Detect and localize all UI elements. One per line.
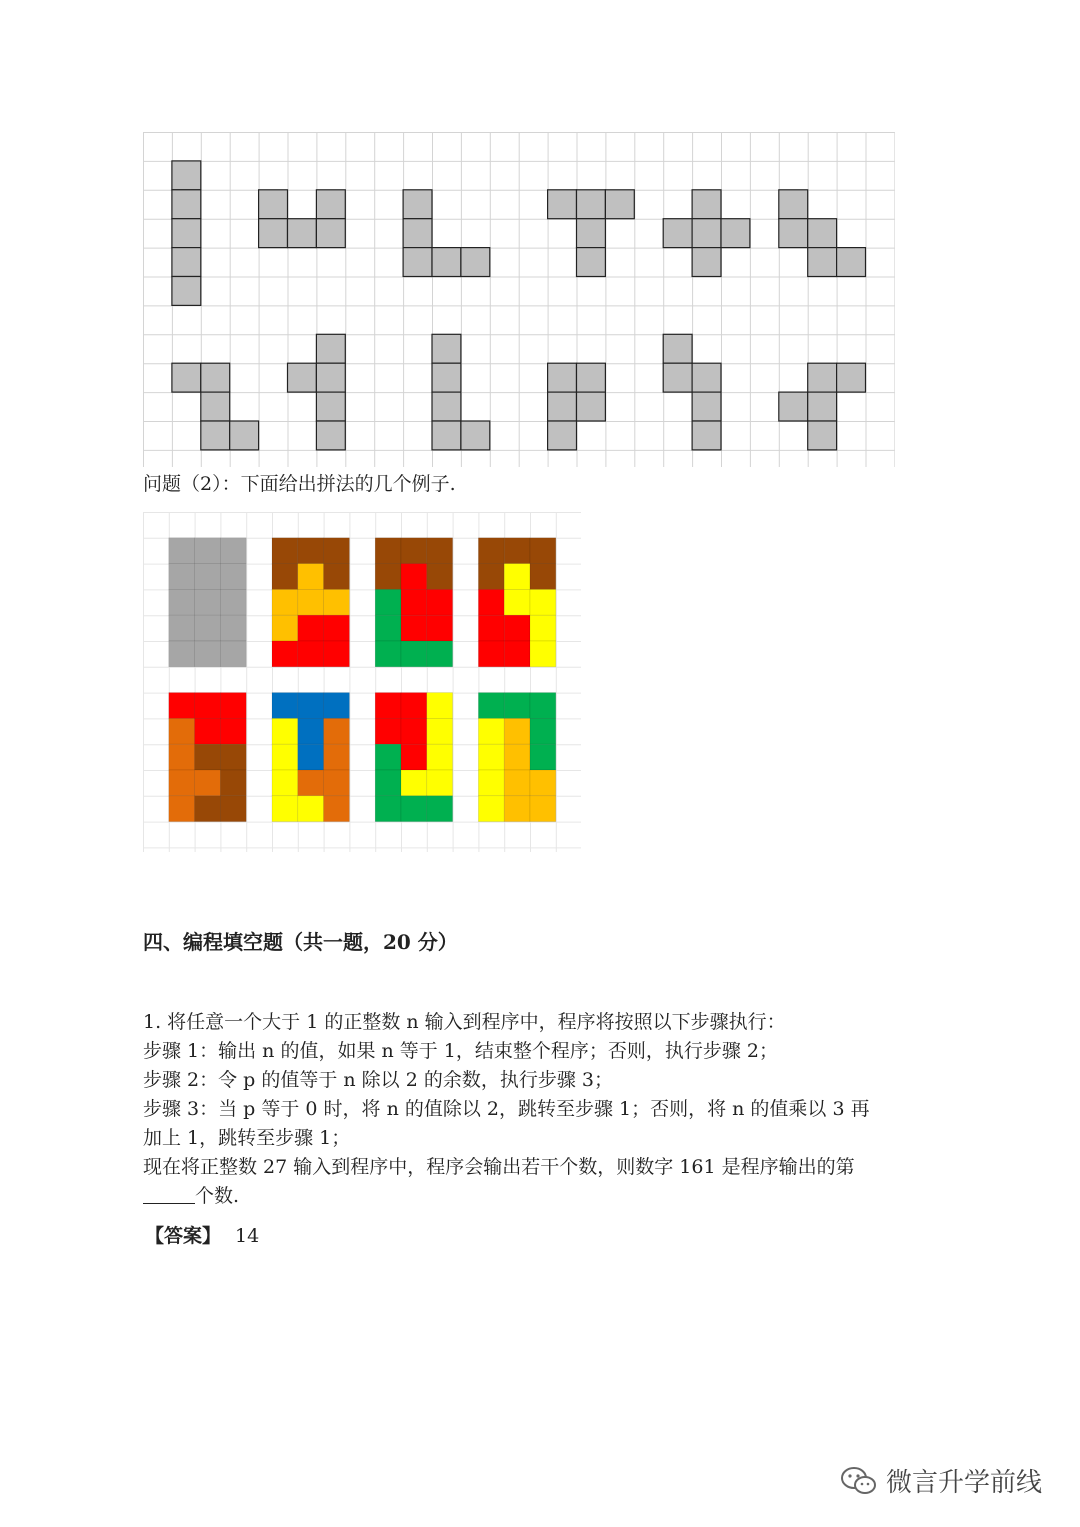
- shape-cell: [837, 363, 866, 392]
- shape-cell: [316, 392, 345, 421]
- board-cell: [324, 589, 350, 615]
- shape-cell: [172, 363, 201, 392]
- board-cell: [298, 564, 324, 590]
- board-cell: [427, 744, 453, 770]
- board-cell: [169, 589, 195, 615]
- board-cell: [401, 564, 427, 590]
- board-cell: [195, 615, 221, 641]
- shape-cell: [288, 219, 317, 248]
- problem-line: 步骤 1：输出 n 的值，如果 n 等于 1，结束整个程序；否则，执行步骤 2；: [143, 1040, 779, 1062]
- pentomino-shape: [432, 334, 490, 450]
- board-cell: [220, 744, 246, 770]
- board-cell: [272, 718, 298, 744]
- shape-cell: [432, 248, 461, 277]
- board-cell: [504, 615, 530, 641]
- board-cell: [220, 693, 246, 719]
- section-title: 四、编程填空题（共一题，20 分）: [143, 930, 458, 954]
- shape-cell: [403, 219, 432, 248]
- problem-text: [143, 1008, 870, 1211]
- shape-cell: [577, 363, 606, 392]
- board-cell: [427, 641, 453, 667]
- board-cell: [401, 744, 427, 770]
- board-cell: [530, 770, 556, 796]
- pentomino-shape: [663, 190, 750, 277]
- shape-cell: [721, 219, 750, 248]
- board-cell: [169, 538, 195, 564]
- pentomino-shape: [259, 190, 346, 248]
- board-cell: [427, 693, 453, 719]
- board-cell: [324, 641, 350, 667]
- board-cell: [504, 718, 530, 744]
- board-cell: [324, 796, 350, 822]
- board-cell: [324, 564, 350, 590]
- board-cell: [401, 718, 427, 744]
- board-cell: [478, 693, 504, 719]
- board-cell: [401, 693, 427, 719]
- shape-cell: [548, 392, 577, 421]
- board-cell: [504, 641, 530, 667]
- board-cell: [169, 641, 195, 667]
- board-cell: [298, 693, 324, 719]
- tiling-board: [478, 693, 555, 822]
- answer-label: 【答案】: [145, 1225, 222, 1247]
- shape-cell: [172, 161, 201, 190]
- board-cell: [272, 770, 298, 796]
- board-cell: [272, 641, 298, 667]
- board-cell: [530, 615, 556, 641]
- shape-cell: [172, 277, 201, 306]
- shape-cell: [577, 392, 606, 421]
- board-cell: [401, 589, 427, 615]
- shape-cell: [201, 421, 230, 450]
- shape-cell: [201, 363, 230, 392]
- board-cell: [195, 770, 221, 796]
- board-cell: [530, 564, 556, 590]
- shape-cell: [663, 334, 692, 363]
- board-cell: [298, 744, 324, 770]
- shape-cell: [577, 190, 606, 219]
- board-cell: [169, 718, 195, 744]
- board-cell: [298, 641, 324, 667]
- board-cell: [272, 589, 298, 615]
- board-cell: [272, 538, 298, 564]
- board-cell: [427, 615, 453, 641]
- board-cell: [298, 770, 324, 796]
- board-cell: [169, 796, 195, 822]
- board-cell: [169, 770, 195, 796]
- board-cell: [272, 693, 298, 719]
- board-cell: [401, 796, 427, 822]
- board-cell: [375, 564, 401, 590]
- board-cell: [504, 538, 530, 564]
- shape-cell: [605, 190, 634, 219]
- board-cell: [169, 564, 195, 590]
- board-cell: [324, 770, 350, 796]
- board-cell: [324, 693, 350, 719]
- answer-value: 14: [235, 1225, 260, 1247]
- shape-cell: [577, 219, 606, 248]
- tiling-board: [169, 693, 246, 822]
- board-cell: [478, 615, 504, 641]
- tiling-board: [375, 693, 452, 822]
- shape-cell: [201, 392, 230, 421]
- pentomino-shape: [403, 190, 490, 277]
- board-cell: [298, 796, 324, 822]
- board-cell: [504, 564, 530, 590]
- problem-line: 1. 将任意一个大于 1 的正整数 n 输入到程序中，程序将按照以下步骤执行：: [143, 1011, 786, 1033]
- shape-cell: [692, 190, 721, 219]
- shape-cell: [316, 190, 345, 219]
- board-cell: [478, 589, 504, 615]
- board-cell: [195, 538, 221, 564]
- board-cell: [220, 796, 246, 822]
- shape-cell: [316, 219, 345, 248]
- shape-cell: [692, 421, 721, 450]
- board-cell: [220, 589, 246, 615]
- board-cell: [427, 564, 453, 590]
- board-cell: [195, 796, 221, 822]
- board-cell: [195, 744, 221, 770]
- shape-cell: [403, 248, 432, 277]
- problem-line-last: [143, 1182, 870, 1211]
- board-cell: [169, 693, 195, 719]
- pentomino-shape: [663, 334, 721, 450]
- shape-cell: [692, 219, 721, 248]
- pentomino-shape: [172, 363, 259, 450]
- tiling-board: [169, 538, 246, 667]
- problem-line: 步骤 3：当 p 等于 0 时，将 n 的值除以 2，跳转至步骤 1；否则，将 n 的值乘以 3 再: [143, 1098, 870, 1120]
- board-cell: [401, 538, 427, 564]
- board-cell: [220, 770, 246, 796]
- board-cell: [298, 538, 324, 564]
- pentomino-shape: [548, 363, 606, 450]
- shape-cell: [779, 219, 808, 248]
- board-cell: [272, 796, 298, 822]
- shape-cell: [432, 392, 461, 421]
- shape-cell: [548, 190, 577, 219]
- pentomino-shape: [548, 190, 635, 277]
- board-cell: [530, 693, 556, 719]
- board-cell: [220, 615, 246, 641]
- board-cell: [324, 538, 350, 564]
- shape-cell: [808, 248, 837, 277]
- pentomino-shape: [779, 363, 866, 450]
- shape-cell: [172, 248, 201, 277]
- board-cell: [401, 770, 427, 796]
- tiling-board: [272, 693, 349, 822]
- board-cell: [504, 796, 530, 822]
- shape-cell: [316, 363, 345, 392]
- shape-cell: [172, 190, 201, 219]
- board-cell: [375, 615, 401, 641]
- board-cell: [220, 538, 246, 564]
- shape-cell: [288, 363, 317, 392]
- shape-cell: [230, 421, 259, 450]
- board-cell: [478, 770, 504, 796]
- board-cell: [530, 589, 556, 615]
- shape-cell: [808, 219, 837, 248]
- shape-cell: [663, 219, 692, 248]
- board-cell: [272, 744, 298, 770]
- shape-cell: [548, 363, 577, 392]
- board-cell: [478, 744, 504, 770]
- shape-cell: [461, 248, 490, 277]
- board-cell: [195, 564, 221, 590]
- watermark-text: 微言升学前线: [886, 1468, 1043, 1498]
- board-cell: [478, 641, 504, 667]
- board-cell: [375, 538, 401, 564]
- shape-cell: [403, 190, 432, 219]
- board-cell: [478, 796, 504, 822]
- board-cell: [401, 615, 427, 641]
- shape-cell: [461, 421, 490, 450]
- board-cell: [375, 718, 401, 744]
- shape-cell: [432, 421, 461, 450]
- board-cell: [427, 538, 453, 564]
- board-cell: [272, 564, 298, 590]
- board-cell: [427, 718, 453, 744]
- board-cell: [375, 744, 401, 770]
- board-cell: [504, 589, 530, 615]
- board-cell: [272, 615, 298, 641]
- shape-cell: [663, 363, 692, 392]
- shape-cell: [548, 421, 577, 450]
- board-cell: [478, 564, 504, 590]
- board-cell: [427, 589, 453, 615]
- shape-cell: [259, 190, 288, 219]
- pentomino-shapes-grid: [143, 132, 895, 467]
- pentomino-shape: [288, 334, 346, 450]
- board-cell: [375, 693, 401, 719]
- question-2-caption: 问题（2）：下面给出拼法的几个例子.: [143, 473, 456, 495]
- shape-cell: [779, 392, 808, 421]
- shape-cell: [316, 334, 345, 363]
- tiling-board: [375, 538, 452, 667]
- shape-cell: [432, 363, 461, 392]
- tiling-examples-grid: [143, 512, 581, 852]
- board-cell: [169, 744, 195, 770]
- board-cell: [195, 693, 221, 719]
- tiling-board: [272, 538, 349, 667]
- shape-cell: [172, 219, 201, 248]
- board-cell: [375, 770, 401, 796]
- shape-cell: [837, 248, 866, 277]
- board-cell: [324, 744, 350, 770]
- board-cell: [220, 564, 246, 590]
- board-cell: [195, 718, 221, 744]
- shape-cell: [808, 392, 837, 421]
- board-cell: [375, 641, 401, 667]
- shape-cell: [432, 334, 461, 363]
- shape-cell: [808, 421, 837, 450]
- shape-cell: [259, 219, 288, 248]
- board-cell: [401, 641, 427, 667]
- board-cell: [504, 693, 530, 719]
- watermark: [840, 1462, 1042, 1499]
- tiling-board: [478, 538, 555, 667]
- shape-cell: [808, 363, 837, 392]
- problem-line: 步骤 2：令 p 的值等于 n 除以 2 的余数，执行步骤 3；: [143, 1069, 613, 1091]
- board-cell: [427, 770, 453, 796]
- board-cell: [530, 744, 556, 770]
- board-cell: [324, 718, 350, 744]
- board-cell: [375, 589, 401, 615]
- board-cell: [195, 589, 221, 615]
- board-cell: [324, 615, 350, 641]
- board-cell: [530, 796, 556, 822]
- wechat-icon: [840, 1465, 878, 1497]
- problem-last-suffix: 个数.: [195, 1185, 240, 1207]
- board-cell: [427, 796, 453, 822]
- problem-line: 现在将正整数 27 输入到程序中，程序会输出若干个数，则数字 161 是程序输出的第: [143, 1156, 855, 1178]
- shape-cell: [779, 190, 808, 219]
- board-cell: [530, 641, 556, 667]
- shape-cell: [316, 421, 345, 450]
- pentomino-shape: [172, 161, 201, 306]
- board-cell: [375, 796, 401, 822]
- pentomino-shape: [779, 190, 866, 277]
- board-cell: [478, 538, 504, 564]
- board-cell: [504, 744, 530, 770]
- board-cell: [530, 718, 556, 744]
- board-cell: [478, 718, 504, 744]
- board-cell: [298, 718, 324, 744]
- board-cell: [504, 770, 530, 796]
- board-cell: [220, 718, 246, 744]
- shape-cell: [692, 248, 721, 277]
- shape-cell: [577, 248, 606, 277]
- board-cell: [169, 615, 195, 641]
- shape-cell: [692, 392, 721, 421]
- board-cell: [530, 538, 556, 564]
- board-cell: [298, 615, 324, 641]
- shape-cell: [692, 363, 721, 392]
- board-cell: [220, 641, 246, 667]
- answer-blank: [143, 1183, 195, 1204]
- problem-line: 加上 1，跳转至步骤 1；: [143, 1127, 351, 1149]
- board-cell: [298, 589, 324, 615]
- answer-line: [145, 1222, 259, 1251]
- board-cell: [195, 641, 221, 667]
